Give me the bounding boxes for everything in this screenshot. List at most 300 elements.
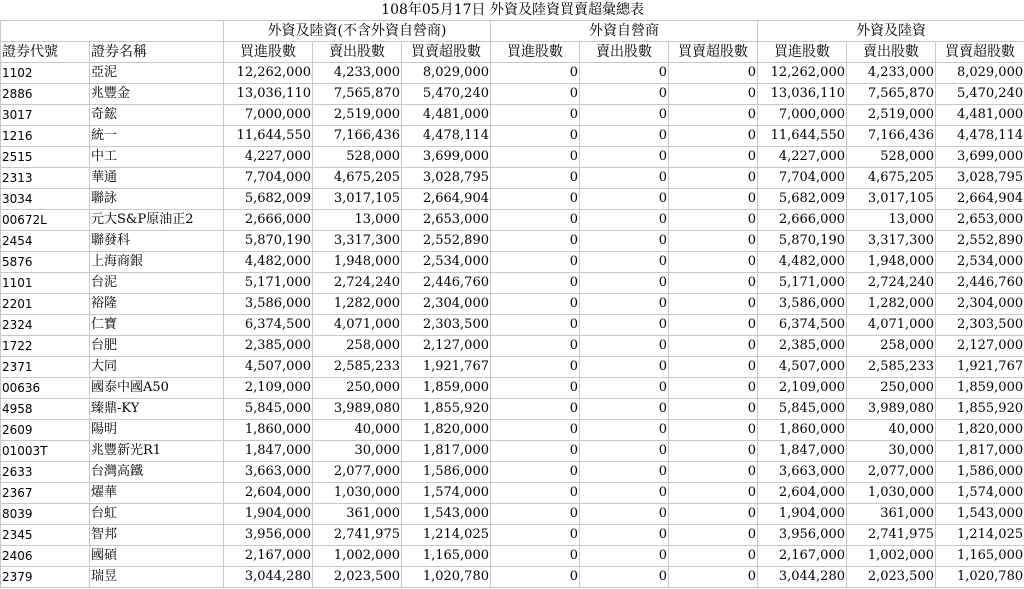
cell-sell: 13,000 xyxy=(313,210,402,231)
cell-buy: 5,171,000 xyxy=(224,273,313,294)
cell-buy: 3,044,280 xyxy=(224,567,313,588)
cell-net: 2,534,000 xyxy=(402,252,491,273)
table-row xyxy=(1,546,1024,567)
cell-net: 0 xyxy=(669,504,758,525)
cell-net: 8,029,000 xyxy=(402,63,491,84)
cell-name: 奇鋐 xyxy=(90,105,224,126)
cell-net: 1,855,920 xyxy=(402,399,491,420)
cell-sell: 0 xyxy=(580,168,669,189)
cell-net: 0 xyxy=(669,273,758,294)
table-row xyxy=(1,378,1024,399)
cell-code: 2406 xyxy=(1,546,90,567)
cell-sell: 0 xyxy=(580,252,669,273)
cell-buy: 4,482,000 xyxy=(758,252,847,273)
cell-net: 0 xyxy=(669,105,758,126)
cell-sell: 0 xyxy=(580,210,669,231)
cell-buy: 6,374,500 xyxy=(224,315,313,336)
table-row xyxy=(1,483,1024,504)
cell-net: 0 xyxy=(669,126,758,147)
cell-sell: 13,000 xyxy=(847,210,936,231)
cell-sell: 7,565,870 xyxy=(847,84,936,105)
cell-sell: 2,023,500 xyxy=(847,567,936,588)
column-header-sell: 賣出股數 xyxy=(580,42,669,63)
column-header-net: 買賣超股數 xyxy=(936,42,1024,63)
cell-buy: 0 xyxy=(491,399,580,420)
cell-buy: 1,860,000 xyxy=(224,420,313,441)
cell-net: 2,534,000 xyxy=(936,252,1024,273)
cell-code: 00636 xyxy=(1,378,90,399)
cell-net: 0 xyxy=(669,84,758,105)
cell-net: 2,664,904 xyxy=(936,189,1024,210)
cell-sell: 1,948,000 xyxy=(313,252,402,273)
cell-code: 2313 xyxy=(1,168,90,189)
cell-net: 4,481,000 xyxy=(402,105,491,126)
cell-code: 2367 xyxy=(1,483,90,504)
cell-net: 1,586,000 xyxy=(402,462,491,483)
cell-sell: 250,000 xyxy=(313,378,402,399)
cell-sell: 0 xyxy=(580,357,669,378)
cell-buy: 0 xyxy=(491,168,580,189)
cell-buy: 4,227,000 xyxy=(224,147,313,168)
cell-sell: 7,565,870 xyxy=(313,84,402,105)
cell-net: 0 xyxy=(669,441,758,462)
cell-sell: 3,017,105 xyxy=(847,189,936,210)
cell-sell: 2,077,000 xyxy=(313,462,402,483)
cell-name: 上海商銀 xyxy=(90,252,224,273)
cell-buy: 5,845,000 xyxy=(758,399,847,420)
cell-sell: 0 xyxy=(580,420,669,441)
cell-buy: 2,666,000 xyxy=(758,210,847,231)
cell-net: 3,028,795 xyxy=(402,168,491,189)
cell-sell: 2,741,975 xyxy=(847,525,936,546)
cell-buy: 11,644,550 xyxy=(224,126,313,147)
cell-net: 2,303,500 xyxy=(936,315,1024,336)
group-header-row xyxy=(1,21,1024,42)
cell-sell: 1,002,000 xyxy=(847,546,936,567)
cell-net: 1,543,000 xyxy=(936,504,1024,525)
cell-name: 裕隆 xyxy=(90,294,224,315)
cell-buy: 7,704,000 xyxy=(758,168,847,189)
cell-sell: 4,233,000 xyxy=(313,63,402,84)
cell-name: 兆豐金 xyxy=(90,84,224,105)
cell-net: 1,859,000 xyxy=(936,378,1024,399)
cell-sell: 3,989,080 xyxy=(313,399,402,420)
cell-buy: 0 xyxy=(491,315,580,336)
cell-code: 1722 xyxy=(1,336,90,357)
cell-net: 1,921,767 xyxy=(936,357,1024,378)
cell-net: 0 xyxy=(669,147,758,168)
group-header-foreign-dealers: 外資自營商 xyxy=(491,21,758,42)
cell-sell: 4,233,000 xyxy=(847,63,936,84)
cell-buy: 0 xyxy=(491,357,580,378)
cell-sell: 1,030,000 xyxy=(847,483,936,504)
cell-net: 0 xyxy=(669,315,758,336)
cell-sell: 250,000 xyxy=(847,378,936,399)
cell-sell: 2,519,000 xyxy=(847,105,936,126)
cell-net: 0 xyxy=(669,357,758,378)
cell-code: 3034 xyxy=(1,189,90,210)
table-row xyxy=(1,567,1024,588)
cell-name: 臻鼎-KY xyxy=(90,399,224,420)
cell-buy: 0 xyxy=(491,147,580,168)
cell-sell: 3,317,300 xyxy=(313,231,402,252)
table-row xyxy=(1,399,1024,420)
cell-sell: 1,002,000 xyxy=(313,546,402,567)
cell-buy: 5,682,009 xyxy=(758,189,847,210)
cell-net: 1,165,000 xyxy=(936,546,1024,567)
cell-code: 1101 xyxy=(1,273,90,294)
table-row xyxy=(1,168,1024,189)
table-row xyxy=(1,126,1024,147)
table-row xyxy=(1,105,1024,126)
column-header-code: 證券代號 xyxy=(1,42,90,63)
title-row xyxy=(1,0,1024,21)
cell-code: 2515 xyxy=(1,147,90,168)
cell-buy: 7,000,000 xyxy=(758,105,847,126)
cell-buy: 0 xyxy=(491,84,580,105)
cell-code: 4958 xyxy=(1,399,90,420)
cell-buy: 0 xyxy=(491,336,580,357)
cell-name: 仁寶 xyxy=(90,315,224,336)
cell-net: 2,446,760 xyxy=(402,273,491,294)
cell-net: 1,817,000 xyxy=(936,441,1024,462)
cell-sell: 2,585,233 xyxy=(313,357,402,378)
cell-buy: 3,044,280 xyxy=(758,567,847,588)
column-header-name: 證券名稱 xyxy=(90,42,224,63)
cell-net: 1,820,000 xyxy=(402,420,491,441)
cell-buy: 0 xyxy=(491,231,580,252)
cell-net: 2,127,000 xyxy=(936,336,1024,357)
cell-buy: 5,845,000 xyxy=(224,399,313,420)
cell-sell: 0 xyxy=(580,483,669,504)
cell-name: 瑞昱 xyxy=(90,567,224,588)
cell-code: 2454 xyxy=(1,231,90,252)
cell-buy: 1,847,000 xyxy=(224,441,313,462)
cell-sell: 4,071,000 xyxy=(313,315,402,336)
cell-sell: 0 xyxy=(580,105,669,126)
cell-buy: 13,036,110 xyxy=(758,84,847,105)
cell-sell: 0 xyxy=(580,336,669,357)
cell-net: 1,020,780 xyxy=(936,567,1024,588)
cell-net: 1,574,000 xyxy=(402,483,491,504)
cell-buy: 2,604,000 xyxy=(758,483,847,504)
cell-net: 8,029,000 xyxy=(936,63,1024,84)
cell-buy: 13,036,110 xyxy=(224,84,313,105)
cell-buy: 4,227,000 xyxy=(758,147,847,168)
cell-buy: 0 xyxy=(491,252,580,273)
cell-sell: 1,282,000 xyxy=(313,294,402,315)
cell-sell: 2,519,000 xyxy=(313,105,402,126)
column-header-buy: 買進股數 xyxy=(758,42,847,63)
cell-net: 2,303,500 xyxy=(402,315,491,336)
cell-buy: 0 xyxy=(491,420,580,441)
cell-buy: 0 xyxy=(491,546,580,567)
cell-name: 聯發科 xyxy=(90,231,224,252)
cell-name: 台肥 xyxy=(90,336,224,357)
cell-sell: 1,030,000 xyxy=(313,483,402,504)
table-row xyxy=(1,357,1024,378)
cell-sell: 2,023,500 xyxy=(313,567,402,588)
cell-sell: 0 xyxy=(580,273,669,294)
table-row xyxy=(1,252,1024,273)
cell-net: 2,304,000 xyxy=(402,294,491,315)
cell-net: 3,699,000 xyxy=(402,147,491,168)
cell-sell: 3,989,080 xyxy=(847,399,936,420)
column-header-row xyxy=(1,42,1024,63)
cell-sell: 7,166,436 xyxy=(313,126,402,147)
cell-code: 8039 xyxy=(1,504,90,525)
cell-buy: 0 xyxy=(491,294,580,315)
cell-sell: 3,017,105 xyxy=(313,189,402,210)
cell-sell: 1,948,000 xyxy=(847,252,936,273)
cell-buy: 0 xyxy=(491,525,580,546)
cell-buy: 5,870,190 xyxy=(758,231,847,252)
cell-buy: 7,704,000 xyxy=(224,168,313,189)
column-header-sell: 賣出股數 xyxy=(847,42,936,63)
cell-net: 0 xyxy=(669,294,758,315)
cell-net: 0 xyxy=(669,483,758,504)
cell-buy: 4,482,000 xyxy=(224,252,313,273)
group-header-foreign-total: 外資及陸資 xyxy=(758,21,1024,42)
cell-code: 1102 xyxy=(1,63,90,84)
cell-sell: 0 xyxy=(580,441,669,462)
table-row xyxy=(1,462,1024,483)
cell-sell: 0 xyxy=(580,84,669,105)
cell-name: 統一 xyxy=(90,126,224,147)
cell-name: 國碩 xyxy=(90,546,224,567)
cell-sell: 0 xyxy=(580,189,669,210)
cell-net: 5,470,240 xyxy=(402,84,491,105)
cell-buy: 0 xyxy=(491,378,580,399)
table-row xyxy=(1,210,1024,231)
table-row xyxy=(1,336,1024,357)
cell-buy: 5,870,190 xyxy=(224,231,313,252)
cell-buy: 0 xyxy=(491,189,580,210)
cell-name: 智邦 xyxy=(90,525,224,546)
cell-net: 0 xyxy=(669,63,758,84)
cell-sell: 0 xyxy=(580,147,669,168)
table-row xyxy=(1,294,1024,315)
table-row xyxy=(1,84,1024,105)
cell-net: 0 xyxy=(669,462,758,483)
cell-sell: 258,000 xyxy=(313,336,402,357)
cell-sell: 4,675,205 xyxy=(847,168,936,189)
cell-sell: 0 xyxy=(580,63,669,84)
cell-sell: 0 xyxy=(580,378,669,399)
cell-buy: 5,171,000 xyxy=(758,273,847,294)
cell-buy: 1,904,000 xyxy=(224,504,313,525)
table-row xyxy=(1,189,1024,210)
cell-net: 2,653,000 xyxy=(936,210,1024,231)
column-header-buy: 買進股數 xyxy=(491,42,580,63)
cell-code: 01003T xyxy=(1,441,90,462)
cell-net: 0 xyxy=(669,546,758,567)
table-row xyxy=(1,231,1024,252)
cell-buy: 0 xyxy=(491,504,580,525)
cell-buy: 3,663,000 xyxy=(758,462,847,483)
cell-sell: 1,282,000 xyxy=(847,294,936,315)
cell-buy: 12,262,000 xyxy=(758,63,847,84)
cell-net: 0 xyxy=(669,231,758,252)
cell-buy: 0 xyxy=(491,126,580,147)
table-row xyxy=(1,63,1024,84)
cell-buy: 2,604,000 xyxy=(224,483,313,504)
cell-sell: 528,000 xyxy=(847,147,936,168)
cell-buy: 0 xyxy=(491,567,580,588)
cell-buy: 0 xyxy=(491,63,580,84)
cell-sell: 40,000 xyxy=(847,420,936,441)
cell-code: 1216 xyxy=(1,126,90,147)
cell-net: 0 xyxy=(669,336,758,357)
cell-buy: 3,586,000 xyxy=(224,294,313,315)
cell-net: 1,543,000 xyxy=(402,504,491,525)
cell-buy: 4,507,000 xyxy=(224,357,313,378)
cell-name: 台泥 xyxy=(90,273,224,294)
cell-net: 0 xyxy=(669,210,758,231)
cell-buy: 0 xyxy=(491,210,580,231)
cell-sell: 30,000 xyxy=(847,441,936,462)
cell-sell: 2,724,240 xyxy=(847,273,936,294)
cell-buy: 0 xyxy=(491,441,580,462)
cell-buy: 3,663,000 xyxy=(224,462,313,483)
cell-buy: 6,374,500 xyxy=(758,315,847,336)
group-header-foreign-excl-dealers: 外資及陸資(不含外資自營商) xyxy=(224,21,491,42)
cell-net: 0 xyxy=(669,378,758,399)
cell-code: 2371 xyxy=(1,357,90,378)
cell-name: 陽明 xyxy=(90,420,224,441)
cell-name: 聯詠 xyxy=(90,189,224,210)
column-header-net: 買賣超股數 xyxy=(402,42,491,63)
cell-name: 元大S&P原油正2 xyxy=(90,210,224,231)
cell-code: 2201 xyxy=(1,294,90,315)
table-row xyxy=(1,504,1024,525)
cell-sell: 361,000 xyxy=(313,504,402,525)
cell-code: 2886 xyxy=(1,84,90,105)
cell-name: 大同 xyxy=(90,357,224,378)
cell-code: 3017 xyxy=(1,105,90,126)
cell-sell: 2,724,240 xyxy=(313,273,402,294)
cell-net: 0 xyxy=(669,420,758,441)
cell-buy: 2,167,000 xyxy=(224,546,313,567)
cell-net: 1,855,920 xyxy=(936,399,1024,420)
group-header-blank xyxy=(1,21,224,42)
cell-code: 2324 xyxy=(1,315,90,336)
cell-code: 2633 xyxy=(1,462,90,483)
cell-sell: 0 xyxy=(580,126,669,147)
cell-buy: 7,000,000 xyxy=(224,105,313,126)
table-row xyxy=(1,315,1024,336)
cell-buy: 11,644,550 xyxy=(758,126,847,147)
table-row xyxy=(1,420,1024,441)
cell-sell: 0 xyxy=(580,315,669,336)
cell-code: 2345 xyxy=(1,525,90,546)
cell-buy: 2,666,000 xyxy=(224,210,313,231)
cell-sell: 0 xyxy=(580,504,669,525)
cell-net: 1,586,000 xyxy=(936,462,1024,483)
cell-net: 3,699,000 xyxy=(936,147,1024,168)
cell-name: 燿華 xyxy=(90,483,224,504)
cell-net: 2,653,000 xyxy=(402,210,491,231)
cell-buy: 2,109,000 xyxy=(224,378,313,399)
cell-name: 台灣高鐵 xyxy=(90,462,224,483)
cell-sell: 4,071,000 xyxy=(847,315,936,336)
table-row xyxy=(1,273,1024,294)
cell-buy: 1,904,000 xyxy=(758,504,847,525)
cell-buy: 3,956,000 xyxy=(224,525,313,546)
cell-sell: 0 xyxy=(580,294,669,315)
cell-net: 3,028,795 xyxy=(936,168,1024,189)
cell-buy: 1,847,000 xyxy=(758,441,847,462)
cell-net: 4,481,000 xyxy=(936,105,1024,126)
cell-name: 兆豐新光R1 xyxy=(90,441,224,462)
column-header-sell: 賣出股數 xyxy=(313,42,402,63)
cell-sell: 40,000 xyxy=(313,420,402,441)
cell-name: 國泰中國A50 xyxy=(90,378,224,399)
cell-buy: 1,860,000 xyxy=(758,420,847,441)
cell-net: 0 xyxy=(669,189,758,210)
cell-net: 2,127,000 xyxy=(402,336,491,357)
cell-code: 5876 xyxy=(1,252,90,273)
cell-net: 2,552,890 xyxy=(936,231,1024,252)
cell-sell: 2,077,000 xyxy=(847,462,936,483)
cell-net: 4,478,114 xyxy=(402,126,491,147)
cell-buy: 0 xyxy=(491,462,580,483)
cell-buy: 4,507,000 xyxy=(758,357,847,378)
cell-sell: 2,585,233 xyxy=(847,357,936,378)
cell-code: 2379 xyxy=(1,567,90,588)
cell-net: 0 xyxy=(669,567,758,588)
cell-name: 中工 xyxy=(90,147,224,168)
column-header-buy: 買進股數 xyxy=(224,42,313,63)
table-row xyxy=(1,147,1024,168)
cell-net: 1,574,000 xyxy=(936,483,1024,504)
cell-sell: 2,741,975 xyxy=(313,525,402,546)
cell-net: 1,020,780 xyxy=(402,567,491,588)
cell-net: 1,214,025 xyxy=(936,525,1024,546)
cell-net: 4,478,114 xyxy=(936,126,1024,147)
cell-name: 亞泥 xyxy=(90,63,224,84)
cell-net: 2,304,000 xyxy=(936,294,1024,315)
cell-buy: 12,262,000 xyxy=(224,63,313,84)
cell-net: 1,859,000 xyxy=(402,378,491,399)
cell-net: 1,921,767 xyxy=(402,357,491,378)
cell-net: 1,165,000 xyxy=(402,546,491,567)
cell-buy: 5,682,009 xyxy=(224,189,313,210)
cell-buy: 0 xyxy=(491,273,580,294)
table-row xyxy=(1,441,1024,462)
cell-net: 1,214,025 xyxy=(402,525,491,546)
cell-sell: 7,166,436 xyxy=(847,126,936,147)
cell-buy: 2,109,000 xyxy=(758,378,847,399)
cell-buy: 0 xyxy=(491,483,580,504)
cell-sell: 30,000 xyxy=(313,441,402,462)
cell-sell: 0 xyxy=(580,546,669,567)
cell-name: 華通 xyxy=(90,168,224,189)
table-row xyxy=(1,525,1024,546)
column-header-net: 買賣超股數 xyxy=(669,42,758,63)
cell-sell: 258,000 xyxy=(847,336,936,357)
cell-net: 2,446,760 xyxy=(936,273,1024,294)
page-title: 108年05月17日 外資及陸資買賣超彙總表 xyxy=(1,0,1024,21)
cell-net: 5,470,240 xyxy=(936,84,1024,105)
cell-name: 台虹 xyxy=(90,504,224,525)
cell-net: 0 xyxy=(669,252,758,273)
cell-sell: 4,675,205 xyxy=(313,168,402,189)
cell-sell: 0 xyxy=(580,399,669,420)
cell-net: 2,664,904 xyxy=(402,189,491,210)
cell-net: 0 xyxy=(669,399,758,420)
cell-sell: 528,000 xyxy=(313,147,402,168)
